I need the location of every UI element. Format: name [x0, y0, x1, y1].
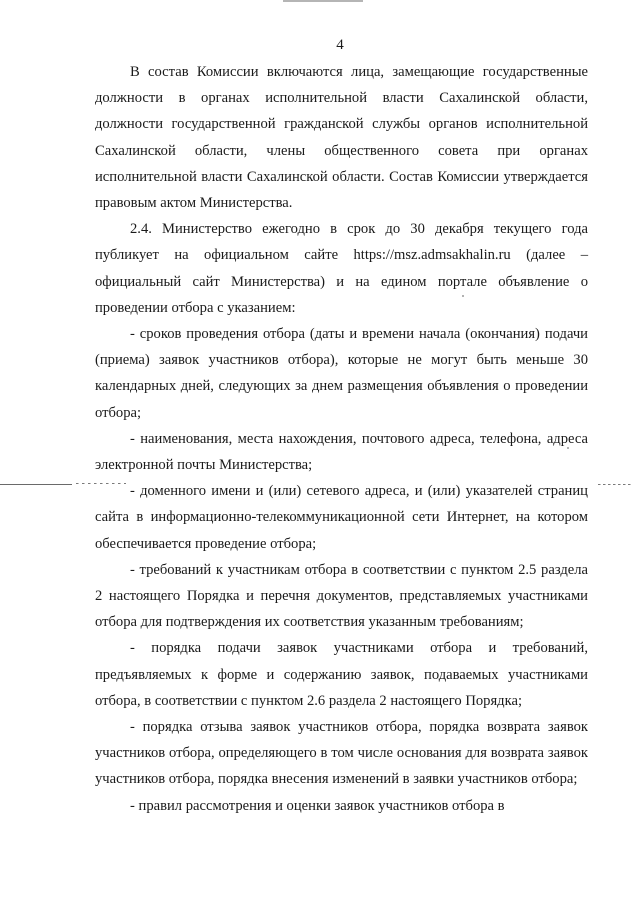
document-body: [95, 59, 588, 819]
page-number: 4: [336, 37, 344, 53]
scan-margin-dots: [76, 483, 126, 485]
scan-margin-dots-right: [598, 484, 631, 486]
list-item-domain-name: - доменного имени и (или) сетевого адреса, и (или) указателей страниц сайта в информационно-телекоммуникационной сети Интернет, на котором обеспечивается проведение отбора;: [95, 483, 588, 552]
list-item-application-withdrawal: - порядка отзыва заявок участников отбора, порядка возврата заявок участников отбора, определяющего в том числе основания для возврата заявок участников отбора, порядка внесения изменений в заявки участников отбора;: [95, 719, 588, 788]
list-item-application-procedure: - порядка подачи заявок участниками отбора и требований, предъявляемых к форме и содержанию заявок, подаваемых участниками отбора, в соответствии с пунктом 2.6 раздела 2 настоящего Порядка;: [95, 640, 588, 709]
list-item-review-rules: - правил рассмотрения и оценки заявок участников отбора в: [130, 797, 505, 814]
paragraph-2-4-announcement: 2.4. Министерство ежегодно в срок до 30 декабря текущего года публикует на официальном сайте https://msz.admsakhalin.ru (далее – официальный сайт Министерства) и на едином портале объявление о проведении отбора с указанием:: [95, 221, 588, 316]
list-item-participant-requirements: - требований к участникам отбора в соответствии с пунктом 2.5 раздела 2 настоящего Порядка и перечня документов, представляемых участниками отбора для подтверждения их соответствия указанным требованиям;: [95, 561, 588, 631]
scan-margin-line: [0, 484, 72, 485]
scan-speck: [567, 447, 569, 449]
paragraph-commission-composition: В состав Комиссии включаются лица, замещающие государственные должности в органах исполнительной власти Сахалинской области, должности государственной гражданской службы органов исполнительной Сахалинской области, члены общественного совета при органах исполнительной власти Сахалинской области. Состав Комиссии утверждается правовым актом Министерства.: [95, 64, 588, 212]
scan-speck: [462, 295, 464, 297]
list-item-selection-dates: - сроков проведения отбора (даты и времени начала (окончания) подачи (приема) заявок участников отбора), которые не могут быть меньше 30 календарных дней, следующих за днем размещения объявления о проведении отбора;: [95, 326, 588, 421]
list-item-ministry-contacts: - наименования, места нахождения, почтового адреса, телефона, адреса электронной почты Министерства;: [95, 430, 588, 474]
scan-top-rule: [283, 0, 363, 2]
